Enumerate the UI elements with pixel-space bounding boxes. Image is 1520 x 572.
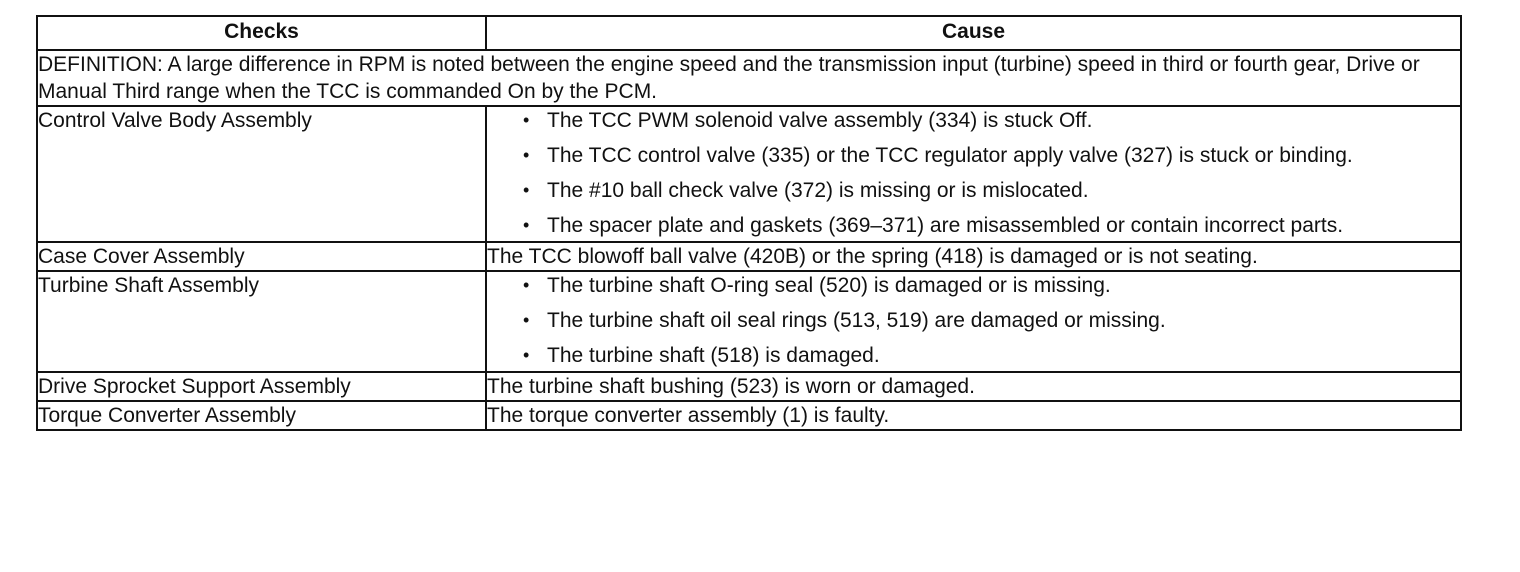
table-row (37, 242, 1461, 271)
definition-row (37, 50, 1461, 106)
bullet-icon: • (523, 310, 530, 330)
bullet-icon: • (523, 215, 530, 235)
cause-cell: The TCC blowoff ball valve (420B) or the spring (418) is damaged or is not seating. (486, 242, 1461, 271)
cause-item-text: The TCC control valve (335) or the TCC regulator apply valve (327) is stuck or binding. (547, 144, 1353, 167)
cause-item-text: The #10 ball check valve (372) is missing or is mislocated. (547, 179, 1089, 202)
cause-item (523, 142, 1460, 169)
definition-text: DEFINITION: A large difference in RPM is noted between the engine speed and the transmission input (turbine) speed in third or fourth gear, Drive or Manual Third range when the TCC is commanded On by the PCM. (37, 50, 1461, 106)
check-cell: Control Valve Body Assembly (37, 106, 486, 242)
cause-item-text: The turbine shaft O-ring seal (520) is damaged or is missing. (547, 274, 1111, 297)
bullet-icon: • (523, 345, 530, 365)
cause-column-header: Cause (486, 16, 1461, 50)
cause-item-text: The TCC PWM solenoid valve assembly (334) is stuck Off. (547, 109, 1093, 132)
cause-item (523, 307, 1460, 334)
cause-item (523, 107, 1460, 134)
cause-item (523, 272, 1460, 299)
table-row (37, 271, 1461, 372)
cause-item (523, 342, 1460, 369)
bullet-icon: • (523, 110, 530, 130)
cause-cell: The turbine shaft bushing (523) is worn or damaged. (486, 372, 1461, 401)
check-cell: Turbine Shaft Assembly (37, 271, 486, 372)
cause-cell (486, 106, 1461, 242)
cause-cell: The torque converter assembly (1) is faulty. (486, 401, 1461, 430)
cause-item (523, 212, 1460, 239)
header-row (37, 16, 1461, 50)
check-cell: Torque Converter Assembly (37, 401, 486, 430)
check-cell: Case Cover Assembly (37, 242, 486, 271)
bullet-icon: • (523, 145, 530, 165)
table-row (37, 106, 1461, 242)
cause-item-text: The turbine shaft oil seal rings (513, 519) are damaged or missing. (547, 309, 1166, 332)
cause-list (487, 107, 1460, 239)
diagnosis-table (36, 15, 1462, 431)
cause-list (487, 272, 1460, 369)
bullet-icon: • (523, 180, 530, 200)
table-row (37, 372, 1461, 401)
cause-item-text: The turbine shaft (518) is damaged. (547, 344, 880, 367)
cause-item (523, 177, 1460, 204)
bullet-icon: • (523, 275, 530, 295)
cause-item-text: The spacer plate and gaskets (369–371) are misassembled or contain incorrect parts. (547, 214, 1344, 237)
checks-column-header: Checks (37, 16, 486, 50)
table-row (37, 401, 1461, 430)
check-cell: Drive Sprocket Support Assembly (37, 372, 486, 401)
cause-cell (486, 271, 1461, 372)
